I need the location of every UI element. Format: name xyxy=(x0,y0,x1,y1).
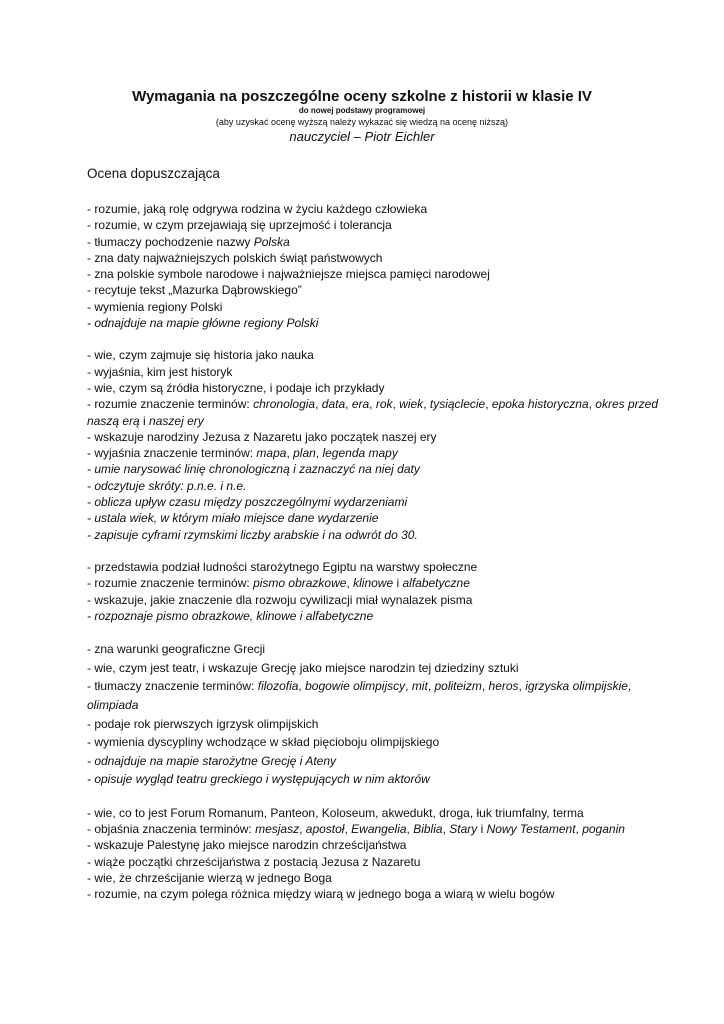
requirement-item xyxy=(87,886,667,902)
requirement-text: , xyxy=(369,397,376,412)
requirement-text: , xyxy=(315,397,322,412)
requirement-text: - umie narysować linię chronologiczną i zaznaczyć na niej daty xyxy=(87,462,420,477)
requirement-text: - rozumie, jaką rolę odgrywa rodzina w życiu każdego człowieka xyxy=(87,202,428,216)
requirement-text: olimpiada xyxy=(87,697,139,712)
requirement-text: - odczytuje skróty: p.n.e. i n.e. xyxy=(87,478,247,493)
requirement-item xyxy=(87,527,667,543)
requirement-item xyxy=(87,805,667,821)
requirement-text: Polska xyxy=(253,234,290,249)
requirement-text: , xyxy=(344,822,352,837)
requirement-item xyxy=(87,752,667,771)
requirement-text: , xyxy=(588,397,596,412)
requirement-item xyxy=(87,217,667,233)
requirement-text: filozofia xyxy=(257,679,299,694)
requirement-text: chronologia xyxy=(253,397,316,412)
requirement-item xyxy=(87,677,667,714)
requirement-group xyxy=(87,559,667,624)
requirement-text: - recytuje tekst „Mazurka Dąbrowskiego” xyxy=(87,283,302,298)
requirement-text: - wskazuje Palestynę jako miejsce narodzin chrześcijaństwa xyxy=(87,838,407,853)
requirement-text: Stary xyxy=(449,822,478,837)
requirement-item xyxy=(87,201,667,217)
requirement-text: poganin xyxy=(582,822,625,837)
requirement-text: Nowy Testament xyxy=(486,822,576,837)
requirement-item xyxy=(87,608,667,624)
requirement-text: - przedstawia podział ludności starożytnego Egiptu na warstwy społeczne xyxy=(87,559,478,574)
requirement-text: rok xyxy=(375,397,393,412)
requirement-item xyxy=(87,282,667,298)
requirement-text: - wiąże początki chrześcijaństwa z postacią Jezusa z Nazaretu xyxy=(87,854,421,869)
requirement-text: tysiąclecie xyxy=(429,397,486,412)
requirement-item xyxy=(87,445,667,461)
requirement-text: heros xyxy=(488,679,519,694)
requirement-item xyxy=(87,461,667,477)
requirement-text: , xyxy=(298,679,306,694)
requirement-item xyxy=(87,299,667,315)
requirement-text: mit xyxy=(411,679,428,694)
requirement-text: - tłumaczy pochodzenie nazwy xyxy=(87,234,254,249)
requirement-text: apostoł xyxy=(305,822,345,837)
requirement-text: , xyxy=(346,576,354,591)
requirement-text: okres przed naszą erą xyxy=(87,397,658,428)
requirement-text: - odnajduje na mapie główne regiony Polski xyxy=(87,316,319,331)
requirement-text: , xyxy=(406,822,414,837)
requirement-text: - podaje rok pierwszych igrzysk olimpijskich xyxy=(87,716,319,731)
requirement-text: klinowe xyxy=(353,576,394,591)
requirement-item xyxy=(87,559,667,575)
requirement-item xyxy=(87,640,667,659)
requirement-item xyxy=(87,429,667,445)
requirement-text: , xyxy=(481,679,489,694)
requirement-text: naszej ery xyxy=(149,413,204,428)
requirement-text: era xyxy=(351,397,370,412)
section-heading: Ocena dopuszczająca xyxy=(87,166,220,181)
requirement-text: , xyxy=(345,397,352,412)
requirement-item xyxy=(87,478,667,494)
requirement-item xyxy=(87,234,667,250)
requirement-text: - rozumie znaczenie terminów: xyxy=(87,576,254,591)
requirement-text: - wskazuje narodziny Jezusa z Nazaretu jako początek naszej ery xyxy=(87,429,437,444)
document-subtitle: do nowej podstawy programowej xyxy=(298,106,426,115)
requirement-text: - tłumaczy znaczenie terminów: xyxy=(87,679,258,694)
requirement-text: - zna warunki geograficzne Grecji xyxy=(87,642,266,657)
document-author: nauczyciel – Piotr Eichler xyxy=(289,129,435,144)
requirement-item xyxy=(87,364,667,380)
requirement-text: , xyxy=(423,397,430,412)
requirement-text: i xyxy=(139,413,150,428)
requirement-text: - wyjaśnia, kim jest historyk xyxy=(87,364,233,379)
requirement-group xyxy=(87,347,667,543)
requirement-text: - objaśnia znaczenia terminów: xyxy=(87,822,256,837)
requirement-item xyxy=(87,870,667,886)
requirement-text: Biblia xyxy=(413,822,443,837)
requirement-item xyxy=(87,266,667,282)
requirement-item xyxy=(87,837,667,853)
requirements-list xyxy=(87,201,667,919)
document-header xyxy=(0,88,724,145)
requirement-item xyxy=(87,250,667,266)
requirement-text: plan xyxy=(293,446,316,461)
requirement-item xyxy=(87,770,667,789)
requirement-item xyxy=(87,347,667,363)
requirement-item xyxy=(87,854,667,870)
requirement-text: , xyxy=(442,822,450,837)
requirement-text: - odnajduje na mapie starożytne Grecję i Ateny xyxy=(87,753,337,768)
document-note: (aby uzyskać ocenę wyższą należy wykazać się wiedzą na ocenę niższą) xyxy=(215,117,509,127)
requirement-text: , xyxy=(315,446,323,461)
requirement-item xyxy=(87,733,667,752)
requirement-text: bogowie olimpijscy xyxy=(305,679,406,694)
requirement-text: i xyxy=(477,822,487,837)
requirement-text: - rozpoznaje pismo obrazkowe, klinowe i alfabetyczne xyxy=(87,608,374,623)
requirement-item xyxy=(87,315,667,331)
requirement-text: , xyxy=(627,679,632,694)
requirement-text: , xyxy=(575,822,583,837)
requirement-text: - wie, co to jest Forum Romanum, Panteon, Koloseum, akwedukt, droga, łuk triumfalny, terma xyxy=(87,805,584,820)
requirement-item xyxy=(87,592,667,608)
requirement-text: politeizm xyxy=(434,679,482,694)
requirement-text: , xyxy=(392,397,400,412)
requirement-text: epoka historyczna xyxy=(491,397,589,412)
requirement-text: Ewangelia xyxy=(351,822,407,837)
requirement-text: , xyxy=(427,679,435,694)
requirement-text: igrzyska olimpijskie xyxy=(525,679,628,694)
requirement-text: - wie, czym jest teatr, i wskazuje Grecję jako miejsce narodzin tej dziedziny sztuki xyxy=(87,660,519,675)
requirement-text: - wyjaśnia znaczenie terminów: xyxy=(87,446,257,461)
requirement-item xyxy=(87,821,667,837)
requirement-text: , xyxy=(518,679,526,694)
requirement-text: - zna daty najważniejszych polskich świąt państwowych xyxy=(87,250,383,265)
requirement-text: - ustala wiek, w którym miało miejsce dane wydarzenie xyxy=(87,511,379,526)
requirement-item xyxy=(87,494,667,510)
requirement-text: - rozumie, w czym przejawiają się uprzejmość i tolerancja xyxy=(87,218,392,233)
requirement-item xyxy=(87,396,667,429)
requirement-text: i xyxy=(393,576,403,591)
requirement-text: , xyxy=(485,397,492,412)
requirement-text: mesjasz xyxy=(255,822,300,837)
requirement-text: - wymienia dyscypliny wchodzące w skład pięcioboju olimpijskiego xyxy=(87,735,440,750)
requirement-text: , xyxy=(299,822,306,837)
requirement-text: - rozumie znaczenie terminów: xyxy=(87,397,254,412)
requirement-item xyxy=(87,659,667,678)
requirement-group xyxy=(87,201,667,331)
requirement-item xyxy=(87,715,667,734)
requirement-item xyxy=(87,510,667,526)
requirement-text: alfabetyczne xyxy=(402,576,470,591)
requirement-text: data xyxy=(321,397,346,412)
requirement-text: - wie, czym są źródła historyczne, i podaje ich przykłady xyxy=(87,380,385,395)
requirement-text: - zapisuje cyframi rzymskimi liczby arabskie i na odwrót do 30. xyxy=(87,527,418,542)
requirement-text: - opisuje wygląd teatru greckiego i występujących w nim aktorów xyxy=(87,772,430,787)
requirement-item xyxy=(87,380,667,396)
requirement-item xyxy=(87,575,667,591)
requirement-text: mapa xyxy=(256,446,287,461)
requirement-text: , xyxy=(286,446,294,461)
requirement-text: - wie, że chrześcijanie wierzą w jednego Boga xyxy=(87,871,332,886)
requirement-text: - oblicza upływ czasu między poszczególnymi wydarzeniami xyxy=(87,495,408,510)
requirement-text: - wie, czym zajmuje się historia jako nauka xyxy=(87,348,314,363)
requirement-text: wiek xyxy=(399,397,424,412)
requirement-text: legenda mapy xyxy=(322,446,398,461)
requirement-text: - rozumie, na czym polega różnica między wiarą w jednego boga a wiarą w wielu bogów xyxy=(87,887,555,902)
requirement-text: - wymienia regiony Polski xyxy=(87,299,223,314)
requirement-group xyxy=(87,805,667,903)
requirement-text: , xyxy=(405,679,412,694)
document-title: Wymagania na poszczególne oceny szkolne z historii w klasie IV xyxy=(132,88,592,105)
requirement-group xyxy=(87,640,667,789)
requirement-text: - zna polskie symbole narodowe i najważniejsze miejsca pamięci narodowej xyxy=(87,267,490,282)
requirement-text: - wskazuje, jakie znaczenie dla rozwoju cywilizacji miał wynalazek pisma xyxy=(87,592,473,607)
requirement-text: pismo obrazkowe xyxy=(253,576,347,591)
